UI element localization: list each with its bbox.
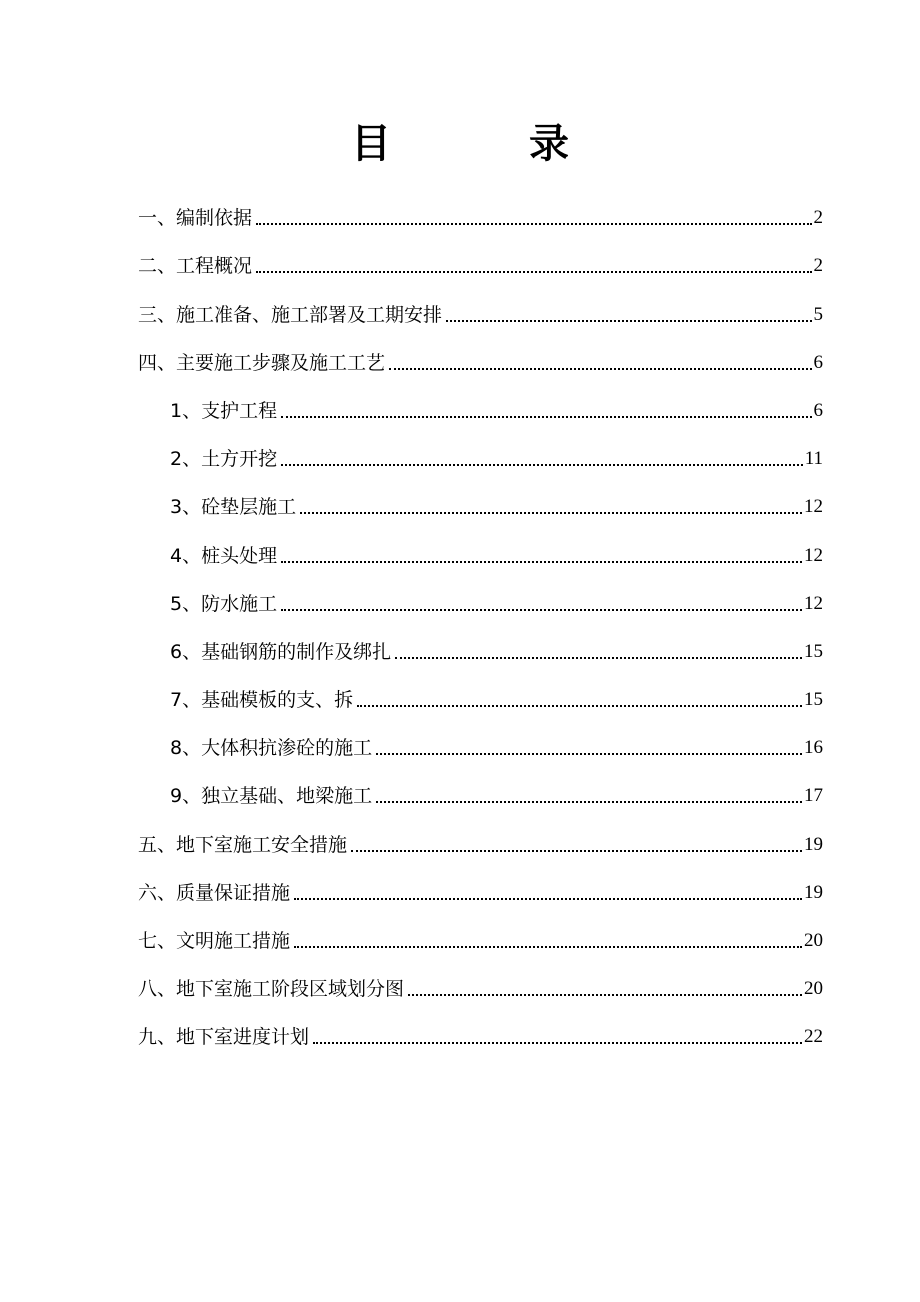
toc-entry-page: 22 [804,1026,823,1048]
toc-entry[interactable] [138,231,823,279]
toc-entry-label: 5、防水施工 [170,592,278,615]
toc-subentry[interactable] [138,713,823,761]
toc-subentry[interactable] [138,376,823,424]
toc-subentry[interactable] [138,520,823,568]
toc-entry-label: 2、土方开挖 [170,448,278,471]
toc-entry-label: 6、基础钢筋的制作及绑扎 [170,640,392,663]
dot-leader [395,657,802,659]
toc-subentry[interactable] [138,617,823,665]
toc-entry-label: 九、地下室进度计划 [138,1026,310,1049]
toc-subentry[interactable] [138,569,823,617]
toc-entry[interactable] [138,906,823,954]
toc-subentry[interactable] [138,472,823,520]
toc-entry-label: 六、质量保证措施 [138,881,291,904]
toc-subentry[interactable] [138,424,823,472]
toc-entry-page: 12 [804,544,823,566]
toc-subentry[interactable] [138,665,823,713]
toc-entry-label: 三、施工准备、施工部署及工期安排 [138,303,443,326]
toc-entry-page: 2 [813,207,823,229]
toc-entry-label: 二、工程概况 [138,255,253,278]
toc-entry[interactable] [138,954,823,1002]
toc-entry-label: 八、地下室施工阶段区域划分图 [138,978,405,1001]
toc-entry-page: 15 [804,689,823,711]
toc-entry-page: 11 [804,448,823,470]
toc-entry[interactable] [138,183,823,231]
toc-entry-label: 7、基础模板的支、拆 [170,689,354,712]
toc-entry-label: 1、支护工程 [170,399,278,422]
toc-entry-page: 15 [804,640,823,662]
dot-leader [256,223,811,225]
dot-leader [300,512,802,514]
dot-leader [376,753,802,755]
toc-entry[interactable] [138,858,823,906]
toc-entry-label: 一、编制依据 [138,207,253,230]
toc-entry[interactable] [138,328,823,376]
toc-entry-page: 20 [804,930,823,951]
dot-leader [281,464,803,466]
toc-entry-label: 五、地下室施工安全措施 [138,833,348,856]
toc-entry-page: 19 [804,881,823,903]
toc-entry-page: 19 [804,833,823,855]
toc-entry-page: 12 [804,592,823,614]
toc-entry-label: 3、砼垫层施工 [170,496,297,519]
dot-leader [351,850,802,852]
toc-entry-label: 9、独立基础、地梁施工 [170,785,373,808]
toc-entry-page: 17 [804,785,823,807]
dot-leader [281,561,802,563]
toc-entry[interactable] [138,809,823,857]
toc-entry-label: 七、文明施工措施 [138,930,291,952]
toc-entry-label: 4、桩头处理 [170,544,278,567]
toc-entry-page: 20 [804,978,823,1000]
toc-entry-page: 16 [804,737,823,759]
toc-entry[interactable] [138,279,823,327]
toc-entry-page: 6 [813,351,823,373]
toc-subentry[interactable] [138,761,823,809]
dot-leader [294,946,802,948]
dot-leader [281,416,811,418]
dot-leader [408,994,802,996]
dot-leader [256,271,811,273]
dot-leader [389,368,811,370]
toc-entry[interactable] [138,1002,823,1050]
toc-title: 目 录 [351,121,631,167]
dot-leader [294,898,802,900]
toc-entry-label: 8、大体积抗渗砼的施工 [170,737,373,760]
toc-entry-page: 2 [813,255,823,277]
dot-leader [446,320,811,322]
dot-leader [313,1042,802,1044]
toc-entry-page: 5 [813,303,823,325]
dot-leader [281,609,802,611]
dot-leader [376,801,802,803]
toc-entry-label: 四、主要施工步骤及施工工艺 [138,351,386,374]
toc-list [138,183,823,1050]
toc-entry-page: 12 [804,496,823,518]
toc-entry-page: 6 [813,399,823,421]
dot-leader [357,705,802,707]
